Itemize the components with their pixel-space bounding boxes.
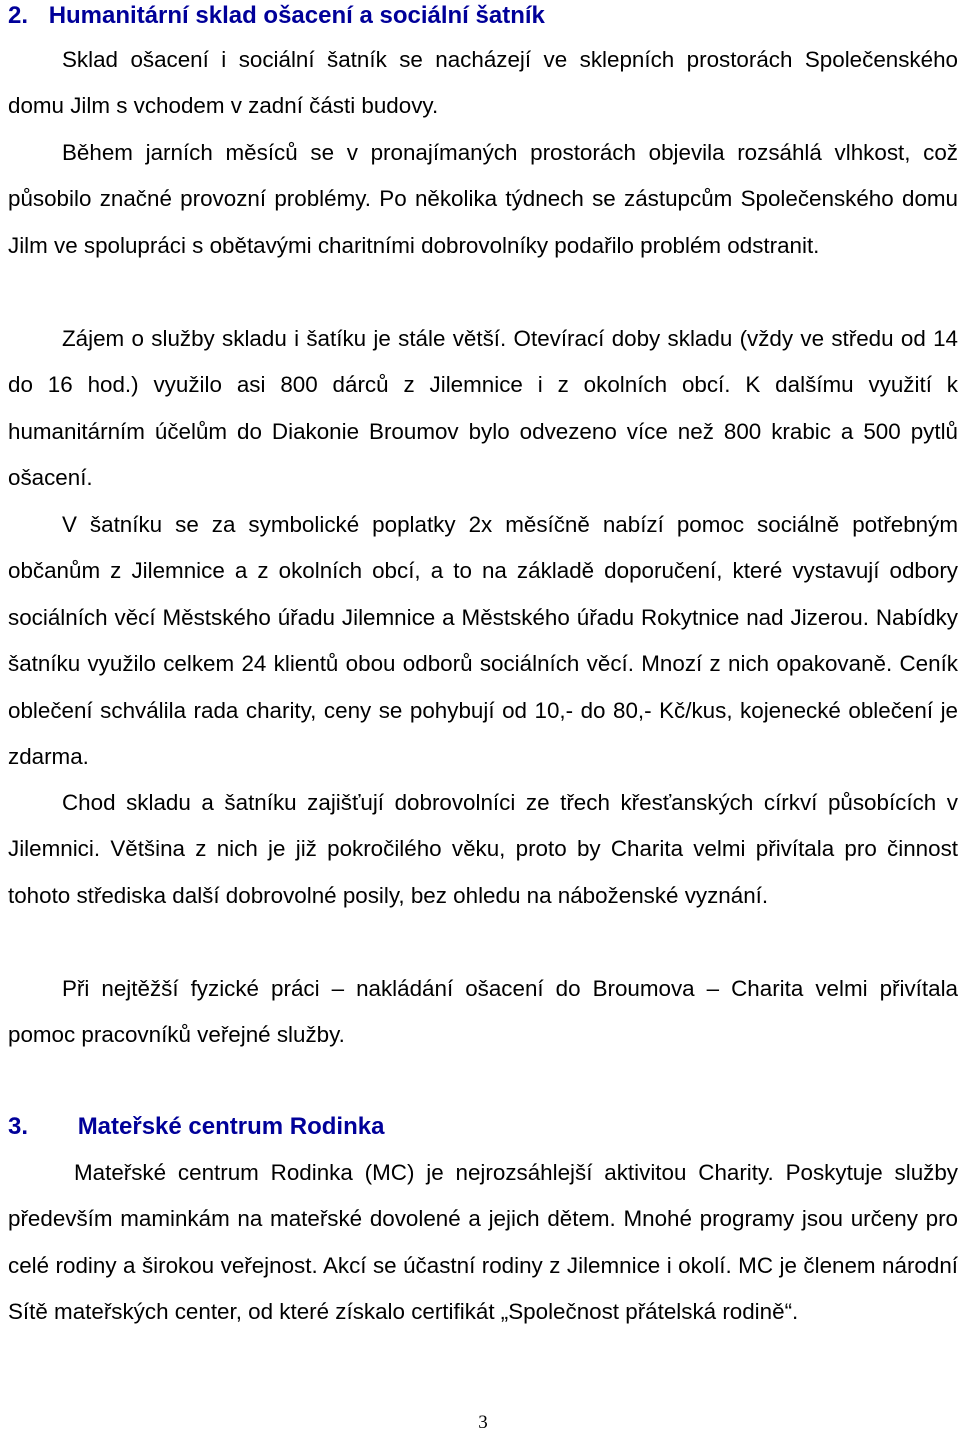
paragraph: Sklad ošacení i sociální šatník se nacházejí ve sklepních prostorách Společenského domu Jilm s vchodem v zadní části budovy.: [8, 47, 958, 119]
paragraph: Mateřské centrum Rodinka (MC) je nejrozsáhlejší aktivitou Charity. Poskytuje služby především maminkám na mateřské dovolené a jejich dětem. Mnohé programy jsou určeny pro celé rodiny a širokou veřejnost. Akcí se účastní rodiny z Jilemnice i okolí. MC je členem národní Sítě mateřských center, od které získalo certifikát „Společnost přátelská rodině“.: [8, 1160, 958, 1325]
paragraph: Zájem o služby skladu i šatíku je stále větší. Otevírací doby skladu (vždy ve středu od 14 do 16 hod.) využilo asi 800 dárců z Jilemnice i z okolních obcí. K dalšímu využití k humanitárním účelům do Diakonie Broumov bylo odvezeno více než 800 krabic a 500 pytlů ošacení.: [8, 326, 958, 491]
section-heading-3: [8, 1112, 384, 1142]
section-heading-2: [8, 1, 545, 31]
section-number: 2.: [8, 2, 29, 29]
section-title: Mateřské centrum Rodinka: [77, 1113, 385, 1140]
section-title: Humanitární sklad ošacení a sociální šatník: [48, 2, 545, 29]
paragraph: Během jarních měsíců se v pronajímaných prostorách objevila rozsáhlá vlhkost, což působilo značné provozní problémy. Po několika týdnech se zástupcům Společenského domu Jilm ve spolupráci s obětavými charitními dobrovolníky podařilo problém odstranit.: [8, 140, 958, 258]
paragraph: V šatníku se za symbolické poplatky 2x měsíčně nabízí pomoc sociálně potřebným občanům z Jilemnice a z okolních obcí, a to na základě doporučení, které vystavují odbory sociálních věcí Městského úřadu Jilemnice a Městského úřadu Rokytnice nad Jizerou. Nabídky šatníku využilo celkem 24 klientů obou odborů sociálních věcí. Mnozí z nich opakovaně. Ceník oblečení schválila rada charity, ceny se pohybují od 10,- do 80,- Kč/kus, kojenecké oblečení je zdarma.: [8, 512, 958, 770]
section-number: 3.: [8, 1113, 29, 1140]
page-number: 3: [478, 1412, 488, 1433]
paragraph: Chod skladu a šatníku zajišťují dobrovolníci ze třech křesťanských církví působících v Jilemnici. Většina z nich je již pokročilého věku, proto by Charita velmi přivítala pro činnost tohoto střediska další dobrovolné posily, bez ohledu na náboženské vyznání.: [8, 790, 958, 908]
paragraph: Při nejtěžší fyzické práci – nakládání ošacení do Broumova – Charita velmi přivítala pomoc pracovníků veřejné služby.: [8, 976, 958, 1048]
